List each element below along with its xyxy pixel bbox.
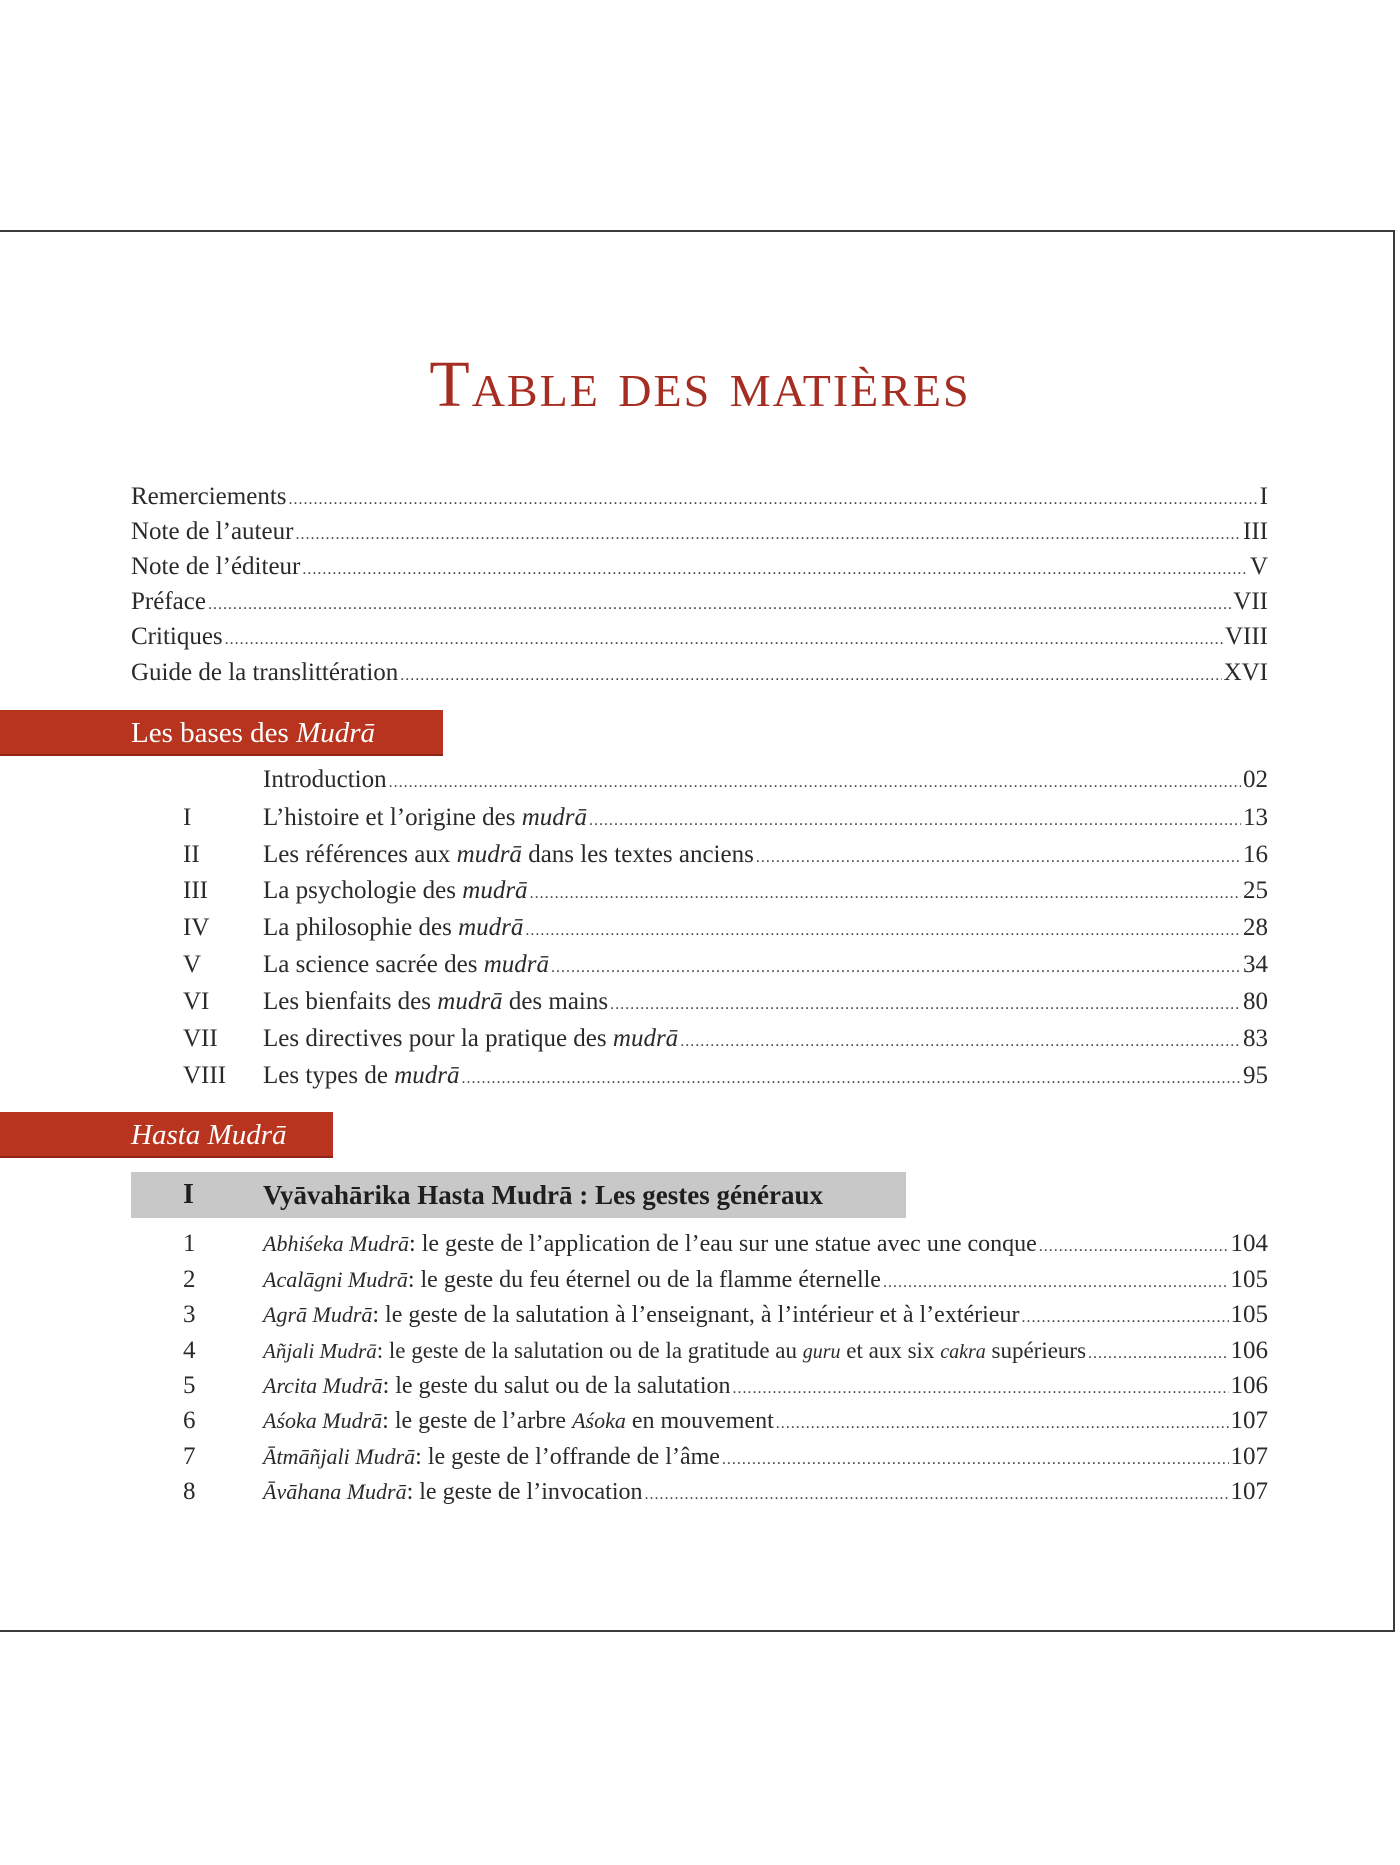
chapter-page: 80 xyxy=(1243,988,1268,1015)
leader-dots xyxy=(1088,1339,1228,1369)
mudra-page: 106 xyxy=(1230,1337,1268,1364)
mudra-number: 5 xyxy=(183,1372,196,1399)
chapter-number: VI xyxy=(183,988,210,1015)
chapter-entry[interactable] xyxy=(183,950,1268,980)
chapter-entry[interactable] xyxy=(183,840,1268,870)
chapter-entry[interactable] xyxy=(183,876,1268,906)
chapter-label: Les bienfaits des mudrā des mains xyxy=(263,988,609,1015)
entry-page: III xyxy=(1243,518,1268,545)
chapter-entry[interactable] xyxy=(183,913,1268,943)
chapter-entry[interactable] xyxy=(183,987,1268,1017)
chapter-number: IV xyxy=(183,914,210,941)
entry-label: Critiques xyxy=(131,623,223,650)
mudra-label: Ātmāñjali Mudrā: le geste de l’offrande de l’âme xyxy=(263,1444,720,1470)
mudra-label: Arcita Mudrā: le geste du salut ou de la salutation xyxy=(263,1373,731,1399)
mudra-label: Āvāhana Mudrā: le geste de l’invocation xyxy=(263,1479,643,1505)
page-title: Table des matières xyxy=(429,348,971,421)
leader-dots xyxy=(525,916,1241,946)
mudra-entry[interactable] xyxy=(183,1336,1268,1366)
mudra-page: 107 xyxy=(1230,1443,1268,1470)
entry-page: V xyxy=(1249,553,1268,580)
chapter-label: Les types de mudrā xyxy=(263,1062,460,1089)
leader-dots xyxy=(551,953,1241,983)
mudra-entry[interactable] xyxy=(183,1406,1268,1436)
chapter-label: Introduction xyxy=(263,766,387,793)
entry-page: VII xyxy=(1233,588,1268,615)
chapter-number: V xyxy=(183,951,202,978)
chapter-label: L’histoire et l’origine des mudrā xyxy=(263,804,588,831)
mudra-page: 107 xyxy=(1230,1407,1268,1434)
entry-page: XVI xyxy=(1223,659,1268,686)
leader-dots xyxy=(1039,1232,1229,1262)
chapter-label: La psychologie des mudrā xyxy=(263,877,528,904)
mudra-entry[interactable] xyxy=(183,1300,1268,1330)
mudra-page: 105 xyxy=(1230,1301,1268,1328)
section-title: Hasta Mudrā xyxy=(131,1119,287,1151)
leader-dots xyxy=(295,520,1241,550)
mudra-number: 3 xyxy=(183,1301,196,1328)
section-title-plain: Les bases des xyxy=(131,717,297,749)
section-title-italic: Mudrā xyxy=(296,717,376,749)
leader-dots xyxy=(680,1027,1241,1057)
chapter-number: VII xyxy=(183,1025,218,1052)
mudra-number: 6 xyxy=(183,1407,196,1434)
chapter-label: Les références aux mudrā dans les textes anciens xyxy=(263,841,754,868)
leader-dots xyxy=(225,625,1223,655)
entry-label: Préface xyxy=(131,588,206,615)
leader-dots xyxy=(462,1064,1241,1094)
toc-entry[interactable] xyxy=(131,622,1268,652)
chapter-entry[interactable] xyxy=(183,1061,1268,1091)
mudra-page: 106 xyxy=(1230,1372,1268,1399)
chapter-entry[interactable] xyxy=(183,803,1268,833)
mudra-label: Añjali Mudrā: le geste de la salutation ou de la gratitude au guru et aux six cakra supérieurs xyxy=(263,1338,1087,1363)
chapter-entry[interactable] xyxy=(183,765,1268,795)
chapter-page: 13 xyxy=(1243,804,1268,831)
chapter-page: 02 xyxy=(1243,766,1268,793)
mudra-number: 1 xyxy=(183,1230,196,1257)
mudra-number: 8 xyxy=(183,1478,196,1505)
toc-entry[interactable] xyxy=(131,517,1268,547)
chapter-entry[interactable] xyxy=(183,1024,1268,1054)
leader-dots xyxy=(1021,1303,1228,1333)
chapter-label: Les directives pour la pratique des mudrā xyxy=(263,1025,679,1052)
mudra-number: 7 xyxy=(183,1443,196,1470)
mudra-entry[interactable] xyxy=(183,1371,1268,1401)
chapter-number: II xyxy=(183,841,200,868)
entry-label: Note de l’éditeur xyxy=(131,553,301,580)
leader-dots xyxy=(722,1445,1229,1475)
chapter-page: 28 xyxy=(1243,914,1268,941)
toc-entry[interactable] xyxy=(131,658,1268,688)
entry-page: I xyxy=(1259,483,1268,510)
mudra-number: 4 xyxy=(183,1337,196,1364)
leader-dots xyxy=(302,555,1248,585)
leader-dots xyxy=(645,1480,1229,1510)
mudra-label: Acalāgni Mudrā: le geste du feu éternel ou de la flamme éternelle xyxy=(263,1267,881,1293)
leader-dots xyxy=(732,1374,1228,1404)
mudra-entry[interactable] xyxy=(183,1477,1268,1507)
mudra-entry[interactable] xyxy=(183,1229,1268,1259)
subsection-title: Vyāvahārika Hasta Mudrā : Les gestes généraux xyxy=(263,1180,823,1210)
chapter-page: 34 xyxy=(1243,951,1268,978)
chapter-number: VIII xyxy=(183,1062,227,1089)
mudra-page: 104 xyxy=(1230,1230,1268,1257)
mudra-entry[interactable] xyxy=(183,1265,1268,1295)
mudra-label: Aśoka Mudrā: le geste de l’arbre Aśoka en mouvement xyxy=(263,1408,774,1434)
mudra-entry[interactable] xyxy=(183,1442,1268,1472)
section-heading-bases xyxy=(0,710,443,756)
section-heading-hasta xyxy=(0,1112,333,1158)
mudra-number: 2 xyxy=(183,1266,196,1293)
toc-entry[interactable] xyxy=(131,587,1268,617)
mudra-label: Agrā Mudrā: le geste de la salutation à l’enseignant, à l’intérieur et à l’extérieur xyxy=(263,1302,1020,1328)
entry-label: Note de l’auteur xyxy=(131,518,294,545)
leader-dots xyxy=(530,879,1241,909)
entry-page: VIII xyxy=(1224,623,1268,650)
subsection-number: I xyxy=(183,1179,194,1210)
leader-dots xyxy=(756,843,1241,873)
chapter-page: 25 xyxy=(1243,877,1268,904)
leader-dots xyxy=(883,1268,1229,1298)
leader-dots xyxy=(776,1409,1229,1439)
mudra-page: 105 xyxy=(1230,1266,1268,1293)
entry-label: Guide de la translittération xyxy=(131,659,399,686)
leader-dots xyxy=(208,590,1231,620)
mudra-page: 107 xyxy=(1230,1478,1268,1505)
toc-entry[interactable] xyxy=(131,552,1268,582)
chapter-number: I xyxy=(183,804,192,831)
chapter-page: 16 xyxy=(1243,841,1268,868)
entry-label: Remerciements xyxy=(131,483,287,510)
chapter-label: La philosophie des mudrā xyxy=(263,914,524,941)
subsection-heading xyxy=(131,1172,906,1218)
mudra-label: Abhiśeka Mudrā: le geste de l’application de l’eau sur une statue avec une conque xyxy=(263,1231,1037,1257)
leader-dots xyxy=(289,485,1258,515)
leader-dots xyxy=(400,661,1221,691)
chapter-label: La science sacrée des mudrā xyxy=(263,951,549,978)
chapter-page: 83 xyxy=(1243,1025,1268,1052)
chapter-number: III xyxy=(183,877,208,904)
leader-dots xyxy=(589,806,1241,836)
chapter-page: 95 xyxy=(1243,1062,1268,1089)
leader-dots xyxy=(610,990,1241,1020)
leader-dots xyxy=(389,768,1241,798)
toc-entry[interactable] xyxy=(131,482,1268,512)
